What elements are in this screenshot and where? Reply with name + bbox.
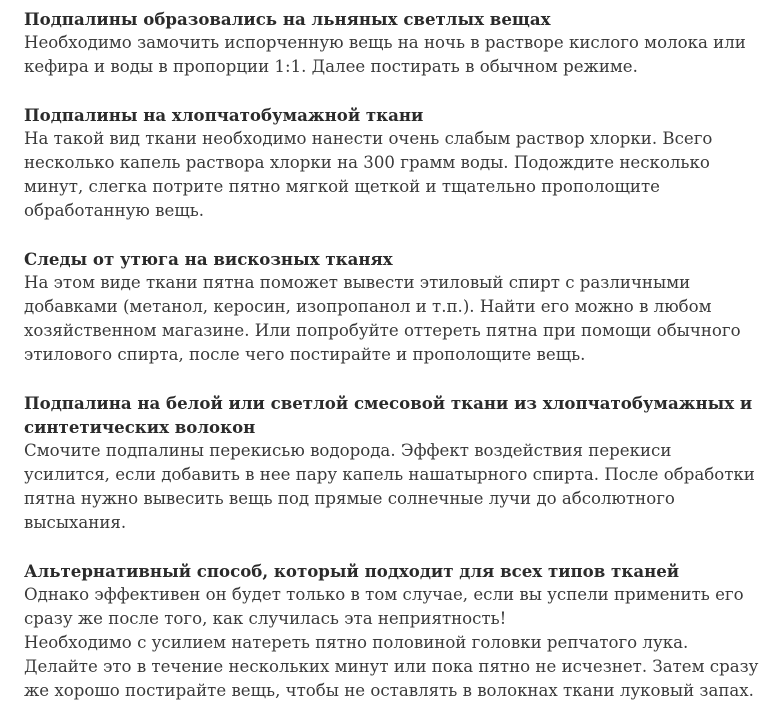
heading-line: Следы от утюга на вискозных тканях xyxy=(24,249,393,269)
paragraph xyxy=(24,31,754,79)
text-line: кефира и воды в пропорции 1:1. Далее постирать в обычном режиме. xyxy=(24,57,638,76)
text-line: обработанную вещь. xyxy=(24,201,205,220)
text-line: несколько капель раствора хлорки на 300 грамм воды. Подождите несколько xyxy=(24,153,710,172)
section-heading xyxy=(24,247,754,271)
text-line: На этом виде ткани пятна поможет вывести этиловый спирт с различными xyxy=(24,273,691,292)
text-line: Делайте это в течение нескольких минут или пока пятно не исчезнет. Затем сразу xyxy=(24,657,759,676)
section-heading xyxy=(24,7,754,31)
section-cotton xyxy=(24,103,754,223)
section-blended xyxy=(24,391,754,535)
article xyxy=(24,7,759,727)
section-heading xyxy=(24,559,754,583)
paragraph xyxy=(24,439,754,535)
text-line: На такой вид ткани необходимо нанести очень слабым раствор хлорки. Всего xyxy=(24,129,713,148)
text-line: Смочите подпалины перекисью водорода. Эффект воздействия перекиси xyxy=(24,441,672,460)
text-line: же хорошо постирайте вещь, чтобы не оставлять в волокнах ткани луковый запах. xyxy=(24,681,754,700)
paragraph xyxy=(24,127,754,223)
heading-line: синтетических волокон xyxy=(24,417,256,437)
heading-line: Подпалины на хлопчатобумажной ткани xyxy=(24,105,424,125)
paragraph xyxy=(24,655,759,703)
text-line: хозяйственном магазине. Или попробуйте оттереть пятна при помощи обычного xyxy=(24,321,741,340)
section-linen xyxy=(24,7,754,79)
heading-line: Подпалины образовались на льняных светлых вещах xyxy=(24,9,551,29)
text-line: Необходимо с усилием натереть пятно половиной головки репчатого лука. xyxy=(24,633,689,652)
text-line: Необходимо замочить испорченную вещь на ночь в растворе кислого молока или xyxy=(24,33,746,52)
text-line: Однако эффективен он будет только в том случае, если вы успели применить его xyxy=(24,585,744,604)
section-heading xyxy=(24,103,754,127)
text-line: усилится, если добавить в нее пару капель нашатырного спирта. После обработки xyxy=(24,465,755,484)
text-line: пятна нужно вывесить вещь под прямые солнечные лучи до абсолютного xyxy=(24,489,675,508)
text-line: этилового спирта, после чего постирайте и прополощите вещь. xyxy=(24,345,586,364)
section-heading xyxy=(24,391,754,439)
heading-line: Альтернативный способ, который подходит для всех типов тканей xyxy=(24,561,680,581)
text-line: минут, слегка потрите пятно мягкой щеткой и тщательно прополощите xyxy=(24,177,660,196)
section-alternative xyxy=(24,559,759,703)
text-line: высыхания. xyxy=(24,513,127,532)
heading-line: Подпалина на белой или светлой смесовой ткани из хлопчатобумажных и xyxy=(24,393,753,413)
text-line: добавками (метанол, керосин, изопропанол и т.п.). Найти его можно в любом xyxy=(24,297,712,316)
section-viscose xyxy=(24,247,754,367)
paragraph xyxy=(24,631,754,655)
text-line: сразу же после того, как случилась эта неприятность! xyxy=(24,609,507,628)
paragraph xyxy=(24,271,754,367)
paragraph xyxy=(24,583,754,631)
